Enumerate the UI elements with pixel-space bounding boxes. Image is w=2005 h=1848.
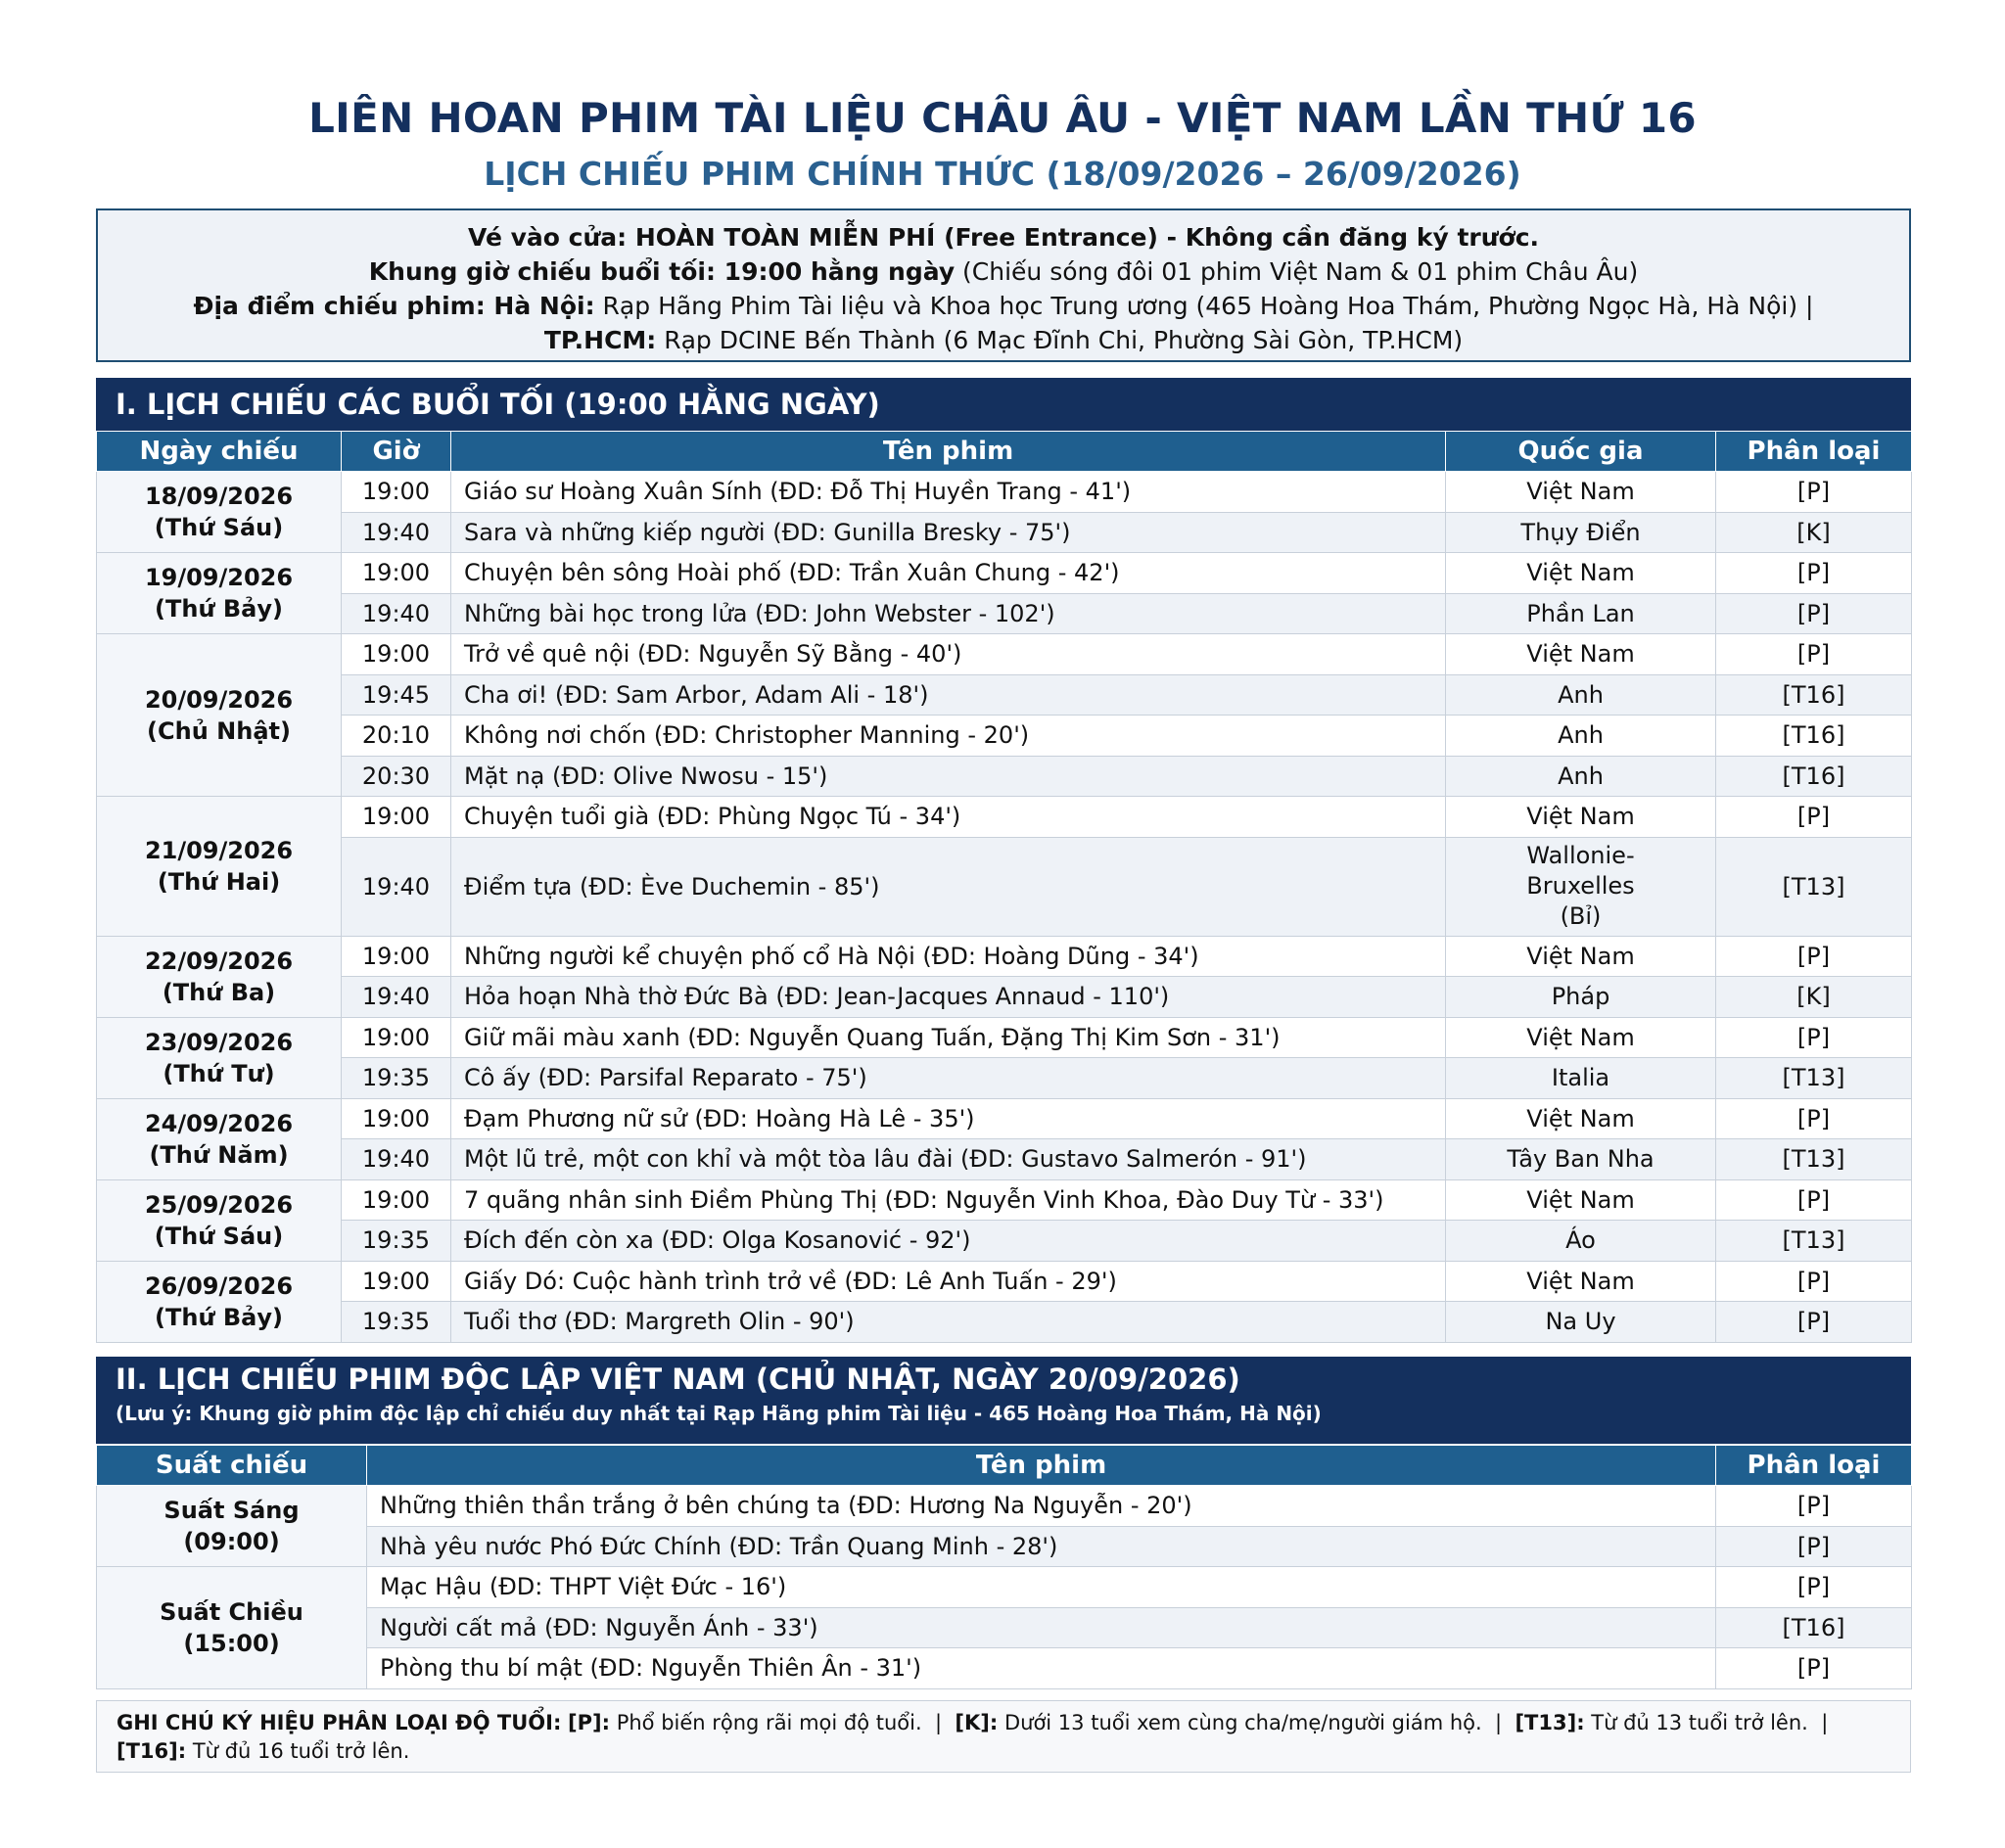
notes-label: GHI CHÚ KÝ HIỆU PHÂN LOẠI ĐỘ TUỔI:: [117, 1711, 562, 1734]
date-cell: [97, 634, 342, 797]
country-cell: Na Uy: [1446, 1302, 1716, 1343]
rating-description: Phổ biến rộng rãi mọi độ tuổi.: [610, 1711, 922, 1734]
time-cell: 19:00: [342, 1179, 451, 1221]
country-cell: Italia: [1446, 1058, 1716, 1099]
country-cell: Áo: [1446, 1221, 1716, 1262]
table-row: [97, 1486, 1912, 1527]
rating-cell: [P]: [1716, 634, 1912, 675]
film-cell: Giáo sư Hoàng Xuân Sính (ĐD: Đỗ Thị Huyền Trang - 41'): [451, 472, 1446, 513]
independent-schedule-body: [97, 1486, 1912, 1689]
country-cell: Việt Nam: [1446, 634, 1716, 675]
session-time: (15:00): [183, 1629, 280, 1657]
film-cell: Hỏa hoạn Nhà thờ Đức Bà (ĐD: Jean-Jacques Annaud - 110'): [451, 977, 1446, 1018]
venue-hn-info: Địa điểm chiếu phim: Hà Nội: Rạp Hãng Phim Tài liệu và Khoa học Trung ương (465 Hoàng Hoa Thám, Phường Ngọc Hà, Hà Nội) |: [193, 292, 1814, 320]
table-row: [97, 936, 1912, 977]
film-cell: Mặt nạ (ĐD: Olive Nwosu - 15'): [451, 756, 1446, 797]
section2-title: II. LỊCH CHIẾU PHIM ĐỘC LẬP VIỆT NAM (CHỦ NHẬT, NGÀY 20/09/2026): [116, 1363, 1240, 1396]
time-cell: 20:10: [342, 716, 451, 757]
film-cell: Trở về quê nội (ĐD: Nguyễn Sỹ Bằng - 40'): [451, 634, 1446, 675]
time-cell: 19:40: [342, 1139, 451, 1180]
table-row: [97, 1567, 1912, 1608]
col-header-rating: Phân loại: [1716, 432, 1912, 472]
country-cell: Anh: [1446, 716, 1716, 757]
country-cell: Anh: [1446, 756, 1716, 797]
film-cell: Cha ơi! (ĐD: Sam Arbor, Adam Ali - 18'): [451, 674, 1446, 716]
rating-cell: [T13]: [1716, 1139, 1912, 1180]
date-cell: [97, 936, 342, 1017]
table-row: [97, 1261, 1912, 1302]
time-cell: 19:00: [342, 1098, 451, 1139]
time-cell: 19:00: [342, 472, 451, 513]
date-cell: [97, 1098, 342, 1179]
rating-cell: [T16]: [1716, 674, 1912, 716]
rating-cell: [T16]: [1716, 716, 1912, 757]
time-cell: 19:35: [342, 1221, 451, 1262]
country-cell: Việt Nam: [1446, 797, 1716, 838]
film-cell: Những người kể chuyện phố cổ Hà Nội (ĐD: Hoàng Dũng - 34'): [451, 936, 1446, 977]
country-cell: Việt Nam: [1446, 936, 1716, 977]
rating-cell: [P]: [1716, 1648, 1912, 1689]
screening-date: 23/09/2026: [144, 1028, 294, 1056]
film-cell: Đạm Phương nữ sử (ĐD: Hoàng Hà Lê - 35'): [451, 1098, 1446, 1139]
screening-weekday: (Thứ Sáu): [154, 1222, 284, 1250]
notes-separator: |: [1481, 1711, 1515, 1734]
film-cell: Không nơi chốn (ĐD: Christopher Manning - 20'): [451, 716, 1446, 757]
film-cell: Những bài học trong lửa (ĐD: John Webster - 102'): [451, 593, 1446, 634]
table-row: [97, 634, 1912, 675]
rating-cell: [T13]: [1716, 837, 1912, 936]
col-header-rating: Phân loại: [1716, 1446, 1912, 1486]
rating-cell: [T16]: [1716, 756, 1912, 797]
film-cell: Cô ấy (ĐD: Parsifal Reparato - 75'): [451, 1058, 1446, 1099]
info-box: [96, 208, 1911, 362]
rating-cell: [P]: [1716, 1017, 1912, 1058]
screening-weekday: (Thứ Bảy): [155, 1303, 283, 1331]
date-cell: [97, 797, 342, 937]
table-row: [97, 716, 1912, 757]
independent-schedule-table: [96, 1445, 1912, 1689]
time-cell: 19:35: [342, 1302, 451, 1343]
country-cell: Việt Nam: [1446, 1261, 1716, 1302]
rating-cell: [P]: [1716, 1567, 1912, 1608]
time-cell: 19:35: [342, 1058, 451, 1099]
country-cell: Pháp: [1446, 977, 1716, 1018]
col-header-date: Ngày chiếu: [97, 432, 342, 472]
date-cell: [97, 1179, 342, 1261]
time-cell: 19:45: [342, 674, 451, 716]
time-cell: 19:00: [342, 1017, 451, 1058]
date-cell: [97, 553, 342, 634]
film-cell: Tuổi thơ (ĐD: Margreth Olin - 90'): [451, 1302, 1446, 1343]
rating-cell: [T16]: [1716, 1607, 1912, 1648]
rating-cell: [P]: [1716, 1179, 1912, 1221]
rating-description: Từ đủ 13 tuổi trở lên.: [1584, 1711, 1808, 1734]
session-cell: [97, 1486, 367, 1567]
evening-schedule-body: [97, 472, 1912, 1343]
film-cell: Một lũ trẻ, một con khỉ và một tòa lâu đài (ĐD: Gustavo Salmerón - 91'): [451, 1139, 1446, 1180]
section2-note: (Lưu ý: Khung giờ phim độc lập chỉ chiếu duy nhất tại Rạp Hãng phim Tài liệu - 465 Hoàng Hoa Thám, Hà Nội): [116, 1402, 1322, 1425]
table-row: [97, 1058, 1912, 1099]
table-row: [97, 1098, 1912, 1139]
rating-description: Dưới 13 tuổi xem cùng cha/mẹ/người giám hộ.: [998, 1711, 1482, 1734]
section2-banner: [96, 1357, 1911, 1444]
rating-cell: [K]: [1716, 512, 1912, 553]
table-row: [97, 756, 1912, 797]
film-cell: Giữ mãi màu xanh (ĐD: Nguyễn Quang Tuấn, Đặng Thị Kim Sơn - 31'): [451, 1017, 1446, 1058]
table-row: [97, 1139, 1912, 1180]
table-row: [97, 512, 1912, 553]
film-cell: Đích đến còn xa (ĐD: Olga Kosanović - 92'): [451, 1221, 1446, 1262]
film-cell: Điểm tựa (ĐD: Ève Duchemin - 85'): [451, 837, 1446, 936]
screening-weekday: (Thứ Sáu): [154, 514, 284, 541]
notes-separator: |: [921, 1711, 956, 1734]
rating-cell: [P]: [1716, 1261, 1912, 1302]
rating-cell: [K]: [1716, 977, 1912, 1018]
table-row: [97, 1526, 1912, 1567]
film-cell: Người cất mả (ĐD: Nguyễn Ánh - 33'): [367, 1607, 1716, 1648]
session-name: Suất Chiều: [160, 1597, 303, 1626]
time-cell: 19:00: [342, 797, 451, 838]
country-cell: Anh: [1446, 674, 1716, 716]
time-cell: 19:40: [342, 512, 451, 553]
screening-weekday: (Chủ Nhật): [147, 716, 291, 745]
screening-date: 20/09/2026: [144, 685, 294, 714]
film-cell: Giấy Dó: Cuộc hành trình trở về (ĐD: Lê Anh Tuấn - 29'): [451, 1261, 1446, 1302]
time-cell: 20:30: [342, 756, 451, 797]
screening-date: 24/09/2026: [144, 1109, 294, 1137]
venue-hcm-info: TP.HCM: Rạp DCINE Bến Thành (6 Mạc Đĩnh Chi, Phường Sài Gòn, TP.HCM): [543, 326, 1464, 354]
rating-cell: [T13]: [1716, 1221, 1912, 1262]
table-row: [97, 1302, 1912, 1343]
section1-title: I. LỊCH CHIẾU CÁC BUỔI TỐI (19:00 HẰNG NGÀY): [96, 378, 1911, 431]
country-cell: Wallonie- Bruxelles (Bỉ): [1446, 837, 1716, 936]
notes-separator: |: [1807, 1711, 1842, 1734]
screening-date: 25/09/2026: [144, 1190, 294, 1219]
table-row: [97, 1221, 1912, 1262]
table-row: [97, 977, 1912, 1018]
time-info: Khung giờ chiếu buổi tối: 19:00 hằng ngày (Chiếu sóng đôi 01 phim Việt Nam & 01 phim Châu Âu): [368, 257, 1639, 286]
session-name: Suất Sáng: [163, 1497, 300, 1524]
rating-code: [P]:: [568, 1711, 611, 1734]
film-cell: Những thiên thần trắng ở bên chúng ta (ĐD: Hương Na Nguyễn - 20'): [367, 1486, 1716, 1527]
date-cell: [97, 472, 342, 553]
time-cell: 19:00: [342, 936, 451, 977]
table-row: [97, 593, 1912, 634]
country-cell: Việt Nam: [1446, 472, 1716, 513]
date-cell: [97, 1261, 342, 1342]
rating-code: [T16]:: [117, 1739, 187, 1763]
table-row: [97, 1607, 1912, 1648]
table-row: [97, 797, 1912, 838]
table-row: [97, 1017, 1912, 1058]
film-cell: Chuyện bên sông Hoài phố (ĐD: Trần Xuân Chung - 42'): [451, 553, 1446, 594]
country-cell: Tây Ban Nha: [1446, 1139, 1716, 1180]
table-row: [97, 472, 1912, 513]
time-cell: 19:40: [342, 837, 451, 936]
screening-weekday: (Thứ Năm): [149, 1140, 289, 1169]
screening-weekday: (Thứ Hai): [157, 867, 281, 896]
country-cell: Thụy Điển: [1446, 512, 1716, 553]
film-cell: Mạc Hậu (ĐD: THPT Việt Đức - 16'): [367, 1567, 1716, 1608]
screening-date: 21/09/2026: [144, 836, 294, 864]
rating-cell: [T13]: [1716, 1058, 1912, 1099]
screening-weekday: (Thứ Tư): [163, 1059, 275, 1087]
col-header-country: Quốc gia: [1446, 432, 1716, 472]
rating-cell: [P]: [1716, 936, 1912, 977]
screening-date: 19/09/2026: [144, 564, 294, 591]
film-cell: Chuyện tuổi già (ĐD: Phùng Ngọc Tú - 34'): [451, 797, 1446, 838]
time-cell: 19:40: [342, 977, 451, 1018]
rating-description: Từ đủ 16 tuổi trở lên.: [186, 1739, 410, 1763]
page-subtitle: LỊCH CHIẾU PHIM CHÍNH THỨC (18/09/2026 – 26/09/2026): [484, 155, 1521, 193]
film-cell: 7 quãng nhân sinh Điềm Phùng Thị (ĐD: Nguyễn Vinh Khoa, Đào Duy Từ - 33'): [451, 1179, 1446, 1221]
col-header-session: Suất chiếu: [97, 1446, 367, 1486]
col-header-film: Tên phim: [367, 1446, 1716, 1486]
screening-date: 26/09/2026: [144, 1271, 294, 1300]
session-time: (09:00): [183, 1528, 280, 1555]
table-row: [97, 553, 1912, 594]
time-cell: 19:00: [342, 553, 451, 594]
rating-cell: [P]: [1716, 1486, 1912, 1527]
rating-cell: [P]: [1716, 472, 1912, 513]
rating-notes: [96, 1700, 1911, 1773]
time-cell: 19:40: [342, 593, 451, 634]
rating-code: [T13]:: [1515, 1711, 1585, 1734]
screening-weekday: (Thứ Bảy): [155, 595, 283, 623]
rating-code: [K]:: [955, 1711, 999, 1734]
country-cell: Việt Nam: [1446, 553, 1716, 594]
rating-cell: [P]: [1716, 797, 1912, 838]
evening-schedule-table: [96, 431, 1912, 1343]
country-cell: Việt Nam: [1446, 1098, 1716, 1139]
session-cell: [97, 1567, 367, 1689]
table-header-row: [97, 432, 1912, 472]
rating-cell: [P]: [1716, 553, 1912, 594]
ticket-info: Vé vào cửa: HOÀN TOÀN MIỄN PHÍ (Free Entrance) - Không cần đăng ký trước.: [467, 223, 1540, 252]
table-row: [97, 1179, 1912, 1221]
screening-date: 18/09/2026: [144, 483, 294, 510]
rating-cell: [P]: [1716, 1302, 1912, 1343]
col-header-time: Giờ: [342, 432, 451, 472]
screening-date: 22/09/2026: [144, 947, 294, 975]
rating-cell: [P]: [1716, 1526, 1912, 1567]
country-cell: Phần Lan: [1446, 593, 1716, 634]
country-cell: Việt Nam: [1446, 1179, 1716, 1221]
date-cell: [97, 1017, 342, 1098]
film-cell: Nhà yêu nước Phó Đức Chính (ĐD: Trần Quang Minh - 28'): [367, 1526, 1716, 1567]
table-row: [97, 674, 1912, 716]
page-title: LIÊN HOAN PHIM TÀI LIỆU CHÂU ÂU - VIỆT NAM LẦN THỨ 16: [308, 94, 1697, 142]
country-cell: Việt Nam: [1446, 1017, 1716, 1058]
time-cell: 19:00: [342, 634, 451, 675]
table-row: [97, 1648, 1912, 1689]
rating-cell: [P]: [1716, 1098, 1912, 1139]
rating-cell: [P]: [1716, 593, 1912, 634]
table-row: [97, 837, 1912, 936]
screening-weekday: (Thứ Ba): [162, 978, 276, 1006]
time-cell: 19:00: [342, 1261, 451, 1302]
col-header-film: Tên phim: [451, 432, 1446, 472]
table-header-row: [97, 1446, 1912, 1486]
film-cell: Phòng thu bí mật (ĐD: Nguyễn Thiên Ân - 31'): [367, 1648, 1716, 1689]
film-cell: Sara và những kiếp người (ĐD: Gunilla Bresky - 75'): [451, 512, 1446, 553]
